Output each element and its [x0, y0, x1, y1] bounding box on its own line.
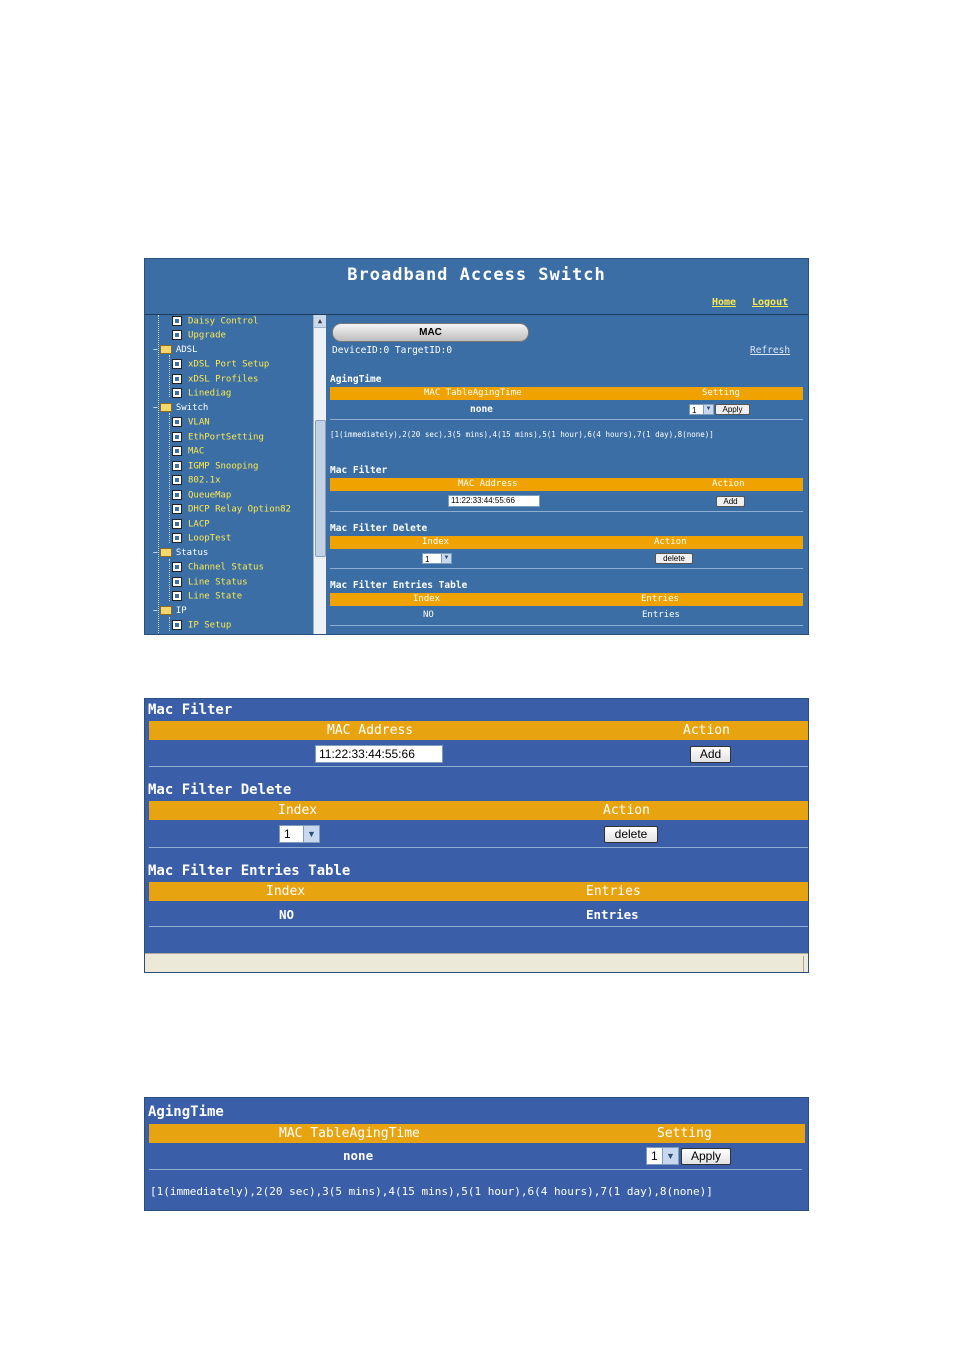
aging-table-header	[149, 1124, 805, 1143]
mac-filter-entries-heading: Mac Filter Entries Table	[330, 580, 468, 591]
page-icon	[172, 330, 182, 340]
mac-filter-zoom-screenshot	[144, 698, 809, 973]
chevron-down-icon: ▼	[303, 826, 319, 842]
mac-address-input[interactable]: 11:22:33:44:55:66	[448, 495, 540, 507]
delete-index-select[interactable]: 1 ▼	[279, 825, 320, 843]
delete-col-index: Index	[278, 803, 318, 818]
folder-icon	[160, 345, 172, 354]
sidebar-item-lacp[interactable]: LACP	[172, 519, 210, 530]
aging-heading: AgingTime	[330, 374, 382, 385]
page-icon	[172, 446, 182, 456]
add-button[interactable]: Add	[716, 496, 745, 507]
folder-icon	[160, 548, 172, 557]
scroll-up-icon[interactable]: ▲	[314, 315, 326, 328]
scrollbar-thumb[interactable]	[315, 420, 326, 557]
sidebar-item-vlan[interactable]: VLAN	[172, 417, 210, 428]
sidebar-item-xdsl-profiles[interactable]: xDSL Profiles	[172, 374, 258, 385]
sidebar-scrollbar[interactable]	[313, 315, 326, 635]
aging-heading: AgingTime	[148, 1104, 224, 1120]
delete-col-action: Action	[603, 803, 650, 818]
aging-col-table: MAC TableAgingTime	[279, 1126, 420, 1141]
aging-apply-button[interactable]: Apply	[715, 404, 750, 415]
entries-table-header	[149, 882, 809, 901]
sidebar-item-xdsl-port-setup[interactable]: xDSL Port Setup	[172, 359, 269, 370]
mac-filter-delete-heading: Mac Filter Delete	[148, 782, 292, 798]
entries-row-index: NO	[279, 907, 295, 922]
entries-row-entries: Entries	[586, 907, 639, 922]
sidebar-item-igmp-snooping[interactable]: IGMP Snooping	[172, 461, 258, 472]
mac-filter-delete-heading: Mac Filter Delete	[330, 523, 428, 534]
mac-filter-col-action: Action	[683, 723, 730, 738]
entries-col-index: Index	[413, 594, 441, 604]
page-icon	[172, 374, 182, 384]
aging-table-header	[330, 387, 803, 400]
page-icon	[172, 533, 182, 543]
main-content	[326, 315, 809, 635]
mac-filter-delete-table-header	[330, 536, 803, 549]
entries-row-index: NO	[423, 610, 434, 620]
home-link[interactable]: Home	[712, 297, 737, 308]
aging-select[interactable]: 1 ▼	[646, 1147, 679, 1165]
aging-col-setting: Setting	[657, 1126, 712, 1141]
mac-filter-table-header	[330, 478, 803, 491]
delete-index-select[interactable]: 1 ▼	[422, 553, 452, 564]
folder-icon	[160, 403, 172, 412]
mac-filter-col-action: Action	[712, 479, 745, 489]
mac-filter-delete-table-header	[149, 801, 809, 820]
sidebar-folder-status[interactable]: − Status	[153, 548, 209, 558]
page-icon	[172, 432, 182, 442]
page-icon	[172, 562, 182, 572]
sidebar-folder-adsl[interactable]: − ADSL	[153, 345, 198, 355]
delete-col-index: Index	[422, 537, 450, 547]
entries-row-entries: Entries	[642, 610, 680, 620]
page-icon	[172, 591, 182, 601]
sidebar-item-upgrade[interactable]: Upgrade	[172, 330, 226, 341]
chevron-down-icon: ▼	[703, 405, 713, 414]
sidebar-folder-ip[interactable]: − IP	[153, 606, 187, 616]
entries-col-entries: Entries	[641, 594, 679, 604]
mac-filter-col-address: MAC Address	[458, 479, 518, 489]
page-icon	[172, 417, 182, 427]
page-icon	[172, 577, 182, 587]
page-icon	[172, 388, 182, 398]
sidebar-item-ethportsetting[interactable]: EthPortSetting	[172, 432, 264, 443]
page-icon	[172, 504, 182, 514]
refresh-link[interactable]: Refresh	[750, 345, 791, 356]
mac-filter-col-address: MAC Address	[327, 723, 414, 738]
mac-address-input[interactable]: 11:22:33:44:55:66	[315, 745, 443, 763]
sidebar-item-line-state[interactable]: Line State	[172, 591, 242, 602]
sidebar-item-dhcp-relay-option82[interactable]: DHCP Relay Option82	[172, 504, 291, 515]
mac-filter-heading: Mac Filter	[330, 465, 388, 476]
aging-col-setting: Setting	[702, 388, 740, 398]
page-icon	[172, 316, 182, 326]
aging-apply-button[interactable]: Apply	[681, 1148, 731, 1165]
app-title: Broadband Access Switch	[347, 265, 606, 285]
page-icon	[172, 475, 182, 485]
aging-select[interactable]: 1 ▼	[689, 404, 714, 415]
entries-col-index: Index	[266, 884, 306, 899]
sidebar-item-daisy-control[interactable]: Daisy Control	[172, 316, 258, 327]
header	[145, 259, 808, 315]
delete-col-action: Action	[654, 537, 687, 547]
mac-filter-table-header	[149, 721, 809, 740]
add-button[interactable]: Add	[690, 746, 731, 763]
delete-button[interactable]: delete	[655, 553, 693, 564]
sidebar-folder-switch[interactable]: − Switch	[153, 403, 209, 413]
entries-col-entries: Entries	[586, 884, 641, 899]
aging-value: none	[343, 1148, 374, 1163]
browser-status-bar	[145, 953, 809, 973]
aging-value: none	[470, 404, 493, 415]
sidebar-item-ip-setup[interactable]: IP Setup	[172, 620, 231, 631]
page-icon	[172, 490, 182, 500]
aging-col-table: MAC TableAgingTime	[424, 388, 522, 398]
device-info: DeviceID:0 TargetID:0	[332, 345, 453, 356]
aging-legend: [1(immediately),2(20 sec),3(5 mins),4(15 mins),5(1 hour),6(4 hours),7(1 day),8(none)]	[330, 430, 714, 439]
sidebar-item-linediag[interactable]: Linediag	[172, 388, 231, 399]
page-icon	[172, 359, 182, 369]
sidebar-item-8021x[interactable]: 802.1x	[172, 475, 221, 486]
chevron-down-icon: ▼	[662, 1148, 678, 1164]
folder-icon	[160, 606, 172, 615]
aging-legend: [1(immediately),2(20 sec),3(5 mins),4(15 mins),5(1 hour),6(4 hours),7(1 day),8(none)]	[150, 1185, 713, 1198]
sidebar-item-queuemap[interactable]: QueueMap	[172, 490, 231, 501]
sidebar-item-line-status[interactable]: Line Status	[172, 577, 248, 588]
sidebar-item-channel-status[interactable]: Channel Status	[172, 562, 264, 573]
page-title: MAC	[332, 323, 529, 342]
sidebar-item-mac[interactable]: MAC	[172, 446, 204, 457]
page-icon	[172, 461, 182, 471]
mac-filter-entries-heading: Mac Filter Entries Table	[148, 863, 351, 879]
sidebar-item-looptest[interactable]: LoopTest	[172, 533, 231, 544]
mac-filter-heading: Mac Filter	[148, 702, 233, 718]
main-screenshot	[144, 258, 809, 635]
aging-zoom-screenshot	[144, 1097, 809, 1211]
delete-button[interactable]: delete	[604, 826, 658, 843]
entries-table-header	[330, 593, 803, 606]
logout-link[interactable]: Logout	[752, 297, 789, 308]
sidebar-tree	[145, 315, 313, 635]
page-icon	[172, 519, 182, 529]
page-icon	[172, 620, 182, 630]
chevron-down-icon: ▼	[441, 554, 451, 563]
